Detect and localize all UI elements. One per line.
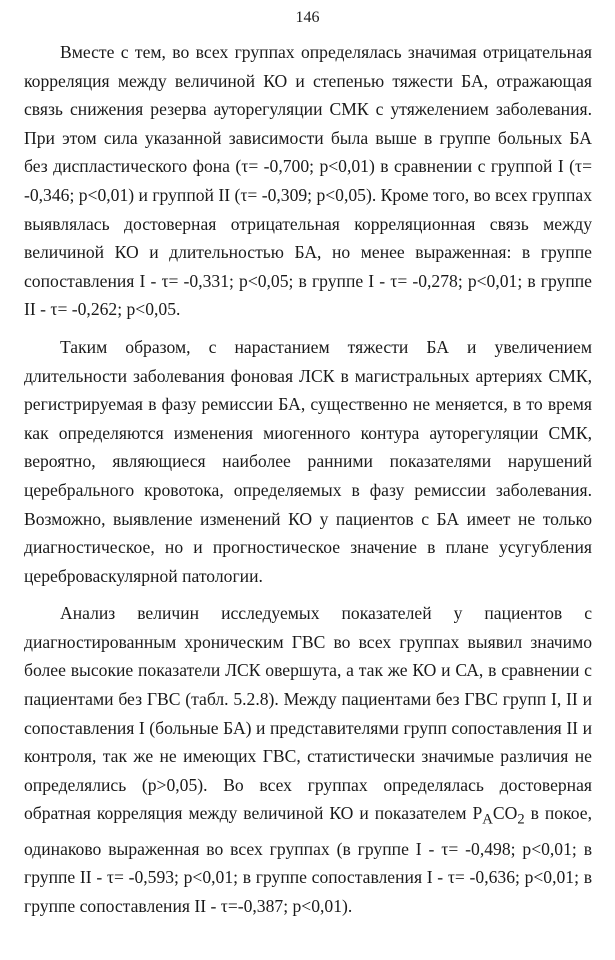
paragraph-3-text-a: Анализ величин исследуемых показателей у пациентов с диагностированным хроническим ГВС во всех группах выявил значимо более высокие показатели ЛСК овершута, а так же КО и СА, в сравнении с пациентами без ГВС (табл. 5.2.8). Между пациентами без ГВС групп I, II и сопоставления I (больные БА) и представителями групп сопоставления II и контроля, так же не имеющих ГВС, статистически значимые различия не определялись (p>0,05). Во всех группах определялась достоверная обратная корреляция между величиной КО и показателем P bbox=[24, 603, 592, 824]
paragraph-3-text-b: CO bbox=[492, 803, 518, 824]
paragraph-1: Вместе с тем, во всех группах определялась значимая отрицательная корреляция между величиной КО и степенью тяжести БА, отражающая связь снижения резерва ауторегуляции СМК с утяжелением заболевания. При этом сила указанной зависимости была выше в группе больных БА без диспластического фона (τ= -0,700; p<0,01) в сравнении с группой I (τ= -0,346; p<0,01) и группой II (τ= -0,309; p<0,05). Кроме того, во всех группах выявлялась достоверная отрицательная корреляционная связь между величиной КО и длительностью БА, но менее выраженная: в группе сопоставления I - τ= -0,331; p<0,05; в группе I - τ= -0,278; p<0,01; в группе II - τ= -0,262; p<0,05. bbox=[24, 42, 592, 320]
paragraph-3-text-c: в покое, одинаково выраженная во всех группах (в группе I - τ= -0,498; p<0,01; в группе II - τ= -0,593; p<0,01; в группе сопоставления I - τ= -0,636; p<0,01; в группе сопоставления II - τ=-0,387; p<0,01). bbox=[24, 803, 592, 916]
paragraph-2: Таким образом, с нарастанием тяжести БА и увеличением длительности заболевания фоновая ЛСК в магистральных артериях СМК, регистрируемая в фазу ремиссии БА, существенно не меняется, в то время как определяются изменения миогенного контура ауторегуляции СМК, вероятно, являющиеся наиболее ранними показателями нарушений церебрального кровотока, определяемых в фазу ремиссии заболевания. Возможно, выявление изменений КО у пациентов с БА имеет не только диагностическое, но и прогностическое значение в плане усугубления цереброваскулярной патологии. bbox=[24, 336, 592, 586]
paragraph-3 bbox=[24, 599, 592, 920]
page-number: 146 bbox=[295, 9, 320, 26]
subscript-2: 2 bbox=[517, 811, 525, 828]
subscript-a: A bbox=[482, 811, 493, 828]
body-text bbox=[24, 38, 592, 929]
